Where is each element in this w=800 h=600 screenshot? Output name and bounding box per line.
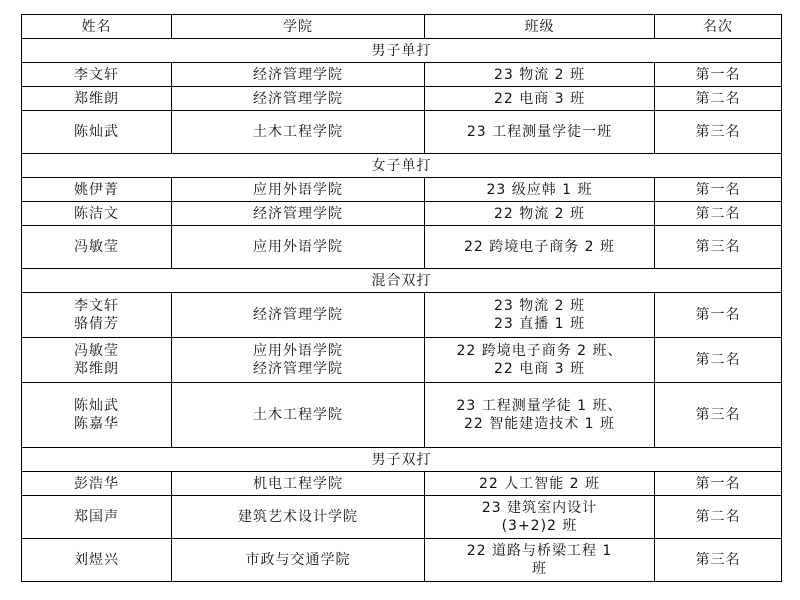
college-cell-line: 应用外语学院 <box>253 239 343 255</box>
college-cell-line: 市政与交通学院 <box>245 552 351 568</box>
header-class: 班级 <box>425 15 655 39</box>
header-college: 学院 <box>172 15 425 39</box>
name-cell <box>22 226 172 269</box>
class-cell-line: 23 物流 2 班 <box>493 298 586 314</box>
class-cell-line: (3+2)2 班 <box>501 518 578 534</box>
class-cell <box>425 496 655 539</box>
college-cell <box>172 111 425 154</box>
class-cell <box>425 226 655 269</box>
name-cell-line: 冯敏莹 <box>74 343 119 359</box>
name-cell-line: 郑国声 <box>74 509 119 525</box>
table-row <box>22 87 782 111</box>
table-row <box>22 338 782 383</box>
class-cell <box>425 383 655 448</box>
rank-cell: 第三名 <box>655 111 782 154</box>
table-row <box>22 472 782 496</box>
class-cell <box>425 293 655 338</box>
name-cell <box>22 472 172 496</box>
section-row <box>22 154 782 178</box>
name-cell <box>22 338 172 383</box>
name-cell <box>22 496 172 539</box>
name-cell-line: 陈嘉华 <box>74 416 119 432</box>
results-table <box>21 14 782 582</box>
class-cell-line: 22 人工智能 2 班 <box>478 475 601 492</box>
rank-cell: 第三名 <box>655 539 782 582</box>
name-cell <box>22 87 172 111</box>
name-cell-line: 刘煜兴 <box>74 552 119 568</box>
table-row <box>22 226 782 269</box>
rank-cell: 第二名 <box>655 338 782 383</box>
table-row <box>22 111 782 154</box>
college-cell <box>172 63 425 87</box>
name-cell-line: 郑维朗 <box>74 361 119 377</box>
name-cell-line: 李文轩 <box>74 66 119 83</box>
section-row <box>22 448 782 472</box>
class-cell-line: 班 <box>532 561 547 577</box>
college-cell-line: 经济管理学院 <box>253 307 343 323</box>
class-cell-line: 23 直播 1 班 <box>493 316 586 332</box>
college-cell <box>172 226 425 269</box>
rank-cell: 第三名 <box>655 383 782 448</box>
table-row <box>22 496 782 539</box>
rank-cell: 第三名 <box>655 226 782 269</box>
name-cell <box>22 63 172 87</box>
table-row <box>22 63 782 87</box>
college-cell-line: 土木工程学院 <box>253 124 343 140</box>
table-row <box>22 539 782 582</box>
class-cell-line: 22 道路与桥梁工程 1 <box>466 543 613 559</box>
table-row <box>22 293 782 338</box>
header-rank: 名次 <box>655 15 782 39</box>
header-row <box>22 15 782 39</box>
college-cell-line: 建筑艺术设计学院 <box>238 509 358 525</box>
header-name: 姓名 <box>22 15 172 39</box>
name-cell <box>22 293 172 338</box>
class-cell-line: 22 电商 3 班 <box>493 361 586 377</box>
class-cell-line: 23 级应韩 1 班 <box>486 181 593 198</box>
section-title: 男子双打 <box>22 448 782 472</box>
name-cell <box>22 539 172 582</box>
section-title: 男子单打 <box>22 39 782 63</box>
college-cell <box>172 178 425 202</box>
college-cell-line: 土木工程学院 <box>253 407 343 423</box>
class-cell-line: 23 建筑室内设计 <box>481 500 598 516</box>
college-cell-line: 应用外语学院 <box>253 181 343 198</box>
class-cell <box>425 111 655 154</box>
college-cell <box>172 472 425 496</box>
college-cell <box>172 496 425 539</box>
name-cell-line: 陈灿武 <box>74 398 119 414</box>
college-cell-line: 经济管理学院 <box>253 205 343 222</box>
class-cell-line: 22 跨境电子商务 2 班、 <box>456 343 623 359</box>
rank-cell: 第一名 <box>655 293 782 338</box>
class-cell <box>425 202 655 226</box>
name-cell-line: 陈灿武 <box>74 124 119 140</box>
table-row <box>22 383 782 448</box>
name-cell-line: 郑维朗 <box>74 90 119 107</box>
college-cell-line: 经济管理学院 <box>253 66 343 83</box>
class-cell-line: 23 物流 2 班 <box>493 66 586 83</box>
section-row <box>22 39 782 63</box>
college-cell-line: 经济管理学院 <box>253 361 343 377</box>
class-cell-line: 22 跨境电子商务 2 班 <box>463 239 616 255</box>
college-cell-line: 应用外语学院 <box>253 343 343 359</box>
college-cell <box>172 383 425 448</box>
rank-cell: 第一名 <box>655 472 782 496</box>
rank-cell: 第一名 <box>655 178 782 202</box>
class-cell-line: 22 物流 2 班 <box>493 205 586 222</box>
college-cell <box>172 293 425 338</box>
class-cell-line: 22 电商 3 班 <box>493 90 586 107</box>
name-cell <box>22 111 172 154</box>
class-cell <box>425 63 655 87</box>
name-cell <box>22 383 172 448</box>
section-row <box>22 269 782 293</box>
table-row <box>22 202 782 226</box>
name-cell-line: 姚伊菁 <box>74 181 119 198</box>
rank-cell: 第二名 <box>655 496 782 539</box>
name-cell-line: 冯敏莹 <box>74 239 119 255</box>
table-row <box>22 178 782 202</box>
college-cell-line: 机电工程学院 <box>253 475 343 492</box>
section-title: 女子单打 <box>22 154 782 178</box>
rank-cell: 第二名 <box>655 87 782 111</box>
name-cell <box>22 202 172 226</box>
class-cell <box>425 539 655 582</box>
class-cell <box>425 87 655 111</box>
class-cell-line: 23 工程测量学徒 1 班、 <box>456 398 623 414</box>
class-cell <box>425 472 655 496</box>
college-cell <box>172 87 425 111</box>
name-cell-line: 李文轩 <box>74 298 119 314</box>
college-cell <box>172 338 425 383</box>
name-cell-line: 陈洁文 <box>74 205 119 222</box>
college-cell-line: 经济管理学院 <box>253 90 343 107</box>
rank-cell: 第一名 <box>655 63 782 87</box>
rank-cell: 第二名 <box>655 202 782 226</box>
class-cell <box>425 338 655 383</box>
class-cell-line: 22 智能建造技术 1 班 <box>463 416 616 432</box>
college-cell <box>172 202 425 226</box>
name-cell-line: 彭浩华 <box>74 475 119 492</box>
section-title: 混合双打 <box>22 269 782 293</box>
college-cell <box>172 539 425 582</box>
class-cell <box>425 178 655 202</box>
name-cell-line: 骆倩芳 <box>74 316 119 332</box>
name-cell <box>22 178 172 202</box>
class-cell-line: 23 工程测量学徒一班 <box>466 124 613 140</box>
table-body <box>22 39 782 582</box>
